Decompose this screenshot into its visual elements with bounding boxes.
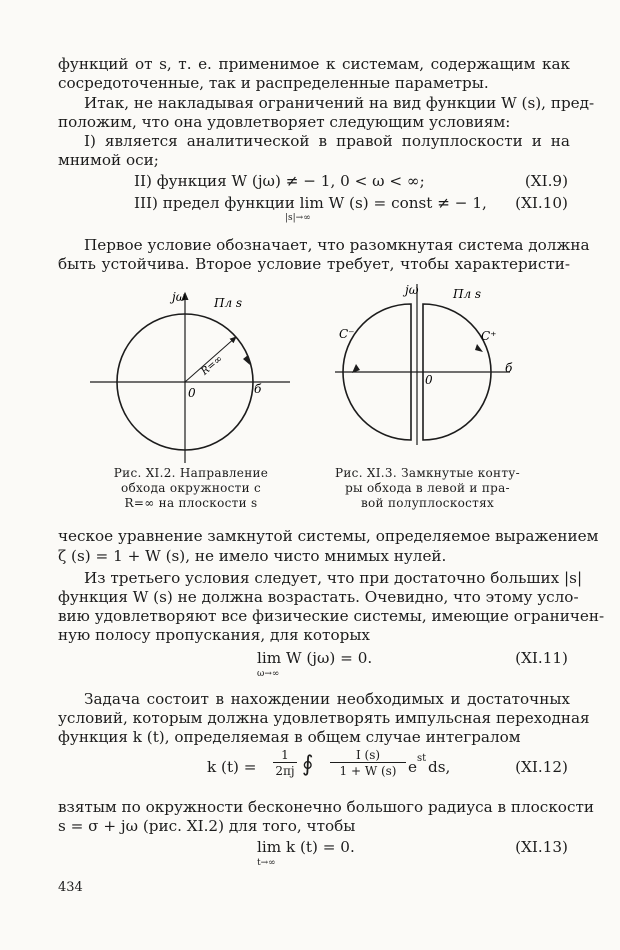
fraction-numerator: I (s) <box>330 748 406 763</box>
axis-label-sigma: б <box>254 382 262 396</box>
figure-caption: Рис. XI.3. Замкнутые конту- ры обхода в левой и пра- вой полуплоскостях <box>335 466 520 510</box>
equation-number: (XI.13) <box>515 838 568 856</box>
fraction-numerator: 1 <box>273 748 297 763</box>
text-line: быть устойчива. Второе условие требует, чтобы характеристи- <box>58 255 570 273</box>
text-line: Из третьего условия следует, что при достаточно больших |s| <box>84 569 583 587</box>
equation-number: (XI.9) <box>524 172 568 190</box>
text-line: функций от s, т. е. применимое к системам, содержащим как <box>58 55 570 73</box>
figure-caption: Рис. XI.2. Направление обхода окружности с R=∞ на плоскости s <box>113 466 269 510</box>
differential: ds, <box>428 758 451 776</box>
contour-label-left: C⁻ <box>339 327 355 341</box>
plane-label: Пл s <box>453 287 482 301</box>
fraction-denominator: 1 + W (s) <box>339 764 397 778</box>
axis-label-sigma: б <box>505 361 513 375</box>
figure-circle-contour <box>90 285 290 465</box>
fraction-denominator: 2πj <box>275 764 295 778</box>
limit-subscript: t→∞ <box>257 858 276 868</box>
axis-label-jw: jω <box>172 290 186 304</box>
plane-label: Пл s <box>214 296 243 310</box>
page-number: 434 <box>58 880 83 895</box>
text-line: вию удовлетворяют все физические системы, имеющие ограничен- <box>58 607 605 625</box>
equation-number: (XI.10) <box>515 194 568 212</box>
origin-label: 0 <box>425 373 433 387</box>
condition-2: II) функция W (jω) ≠ − 1, 0 < ω < ∞; <box>134 172 425 190</box>
axis-label-jw: jω <box>405 283 419 297</box>
direction-arrow <box>243 355 250 365</box>
text-line: положим, что она удовлетворяет следующим условиям: <box>58 113 511 131</box>
text-line: ческое уравнение замкнутой системы, определяемое выражением <box>58 527 599 545</box>
exponential: e <box>408 758 417 776</box>
equation-xi-12-lhs: k (t) = <box>207 758 257 776</box>
text-line: Первое условие обозначает, что разомкнутая система должна <box>84 236 590 254</box>
radius-label: R=∞ <box>199 353 225 378</box>
limit-subscript: |s|→∞ <box>285 213 311 223</box>
text-line: s = σ + jω (рис. XI.2) для того, чтобы <box>58 817 356 835</box>
text-line: сосредоточенные, так и распределенные параметры. <box>58 74 489 92</box>
text-line: мнимой оси; <box>58 151 159 169</box>
text-line: Итак, не накладывая ограничений на вид функции W (s), пред- <box>84 94 595 112</box>
text-line: взятым по окружности бесконечно большого радиуса в плоскости <box>58 798 594 816</box>
equation-xi-13: lim k (t) = 0. <box>257 838 355 856</box>
text-line: функция k (t), определяемая в общем случае интегралом <box>58 728 521 746</box>
figure-half-contours <box>325 280 525 445</box>
text-line: функция W (s) не должна возрастать. Очевидно, что этому усло- <box>58 588 579 606</box>
equation-number: (XI.11) <box>515 649 568 667</box>
contour-integral-sign: ∮ <box>302 752 314 777</box>
limit-subscript: ω→∞ <box>257 669 280 679</box>
condition-3: III) предел функции lim W (s) = const ≠ − 1, <box>134 194 487 212</box>
text-line: ζ (s) = 1 + W (s), не имело чисто мнимых нулей. <box>58 547 447 565</box>
exponent: st <box>417 753 427 764</box>
contour-label-right: C⁺ <box>481 329 497 343</box>
right-direction-arrow <box>475 344 483 352</box>
text-line: Задача состоит в нахождении необходимых и достаточных <box>84 690 570 708</box>
condition-1: I) является аналитической в правой полуплоскости и на <box>84 132 570 150</box>
origin-label: 0 <box>188 386 196 400</box>
equation-number: (XI.12) <box>515 758 568 776</box>
text-line: ную полосу пропускания, для которых <box>58 626 370 644</box>
equation-xi-11: lim W (jω) = 0. <box>257 649 373 667</box>
text-line: условий, которым должна удовлетворять импульсная переходная <box>58 709 590 727</box>
